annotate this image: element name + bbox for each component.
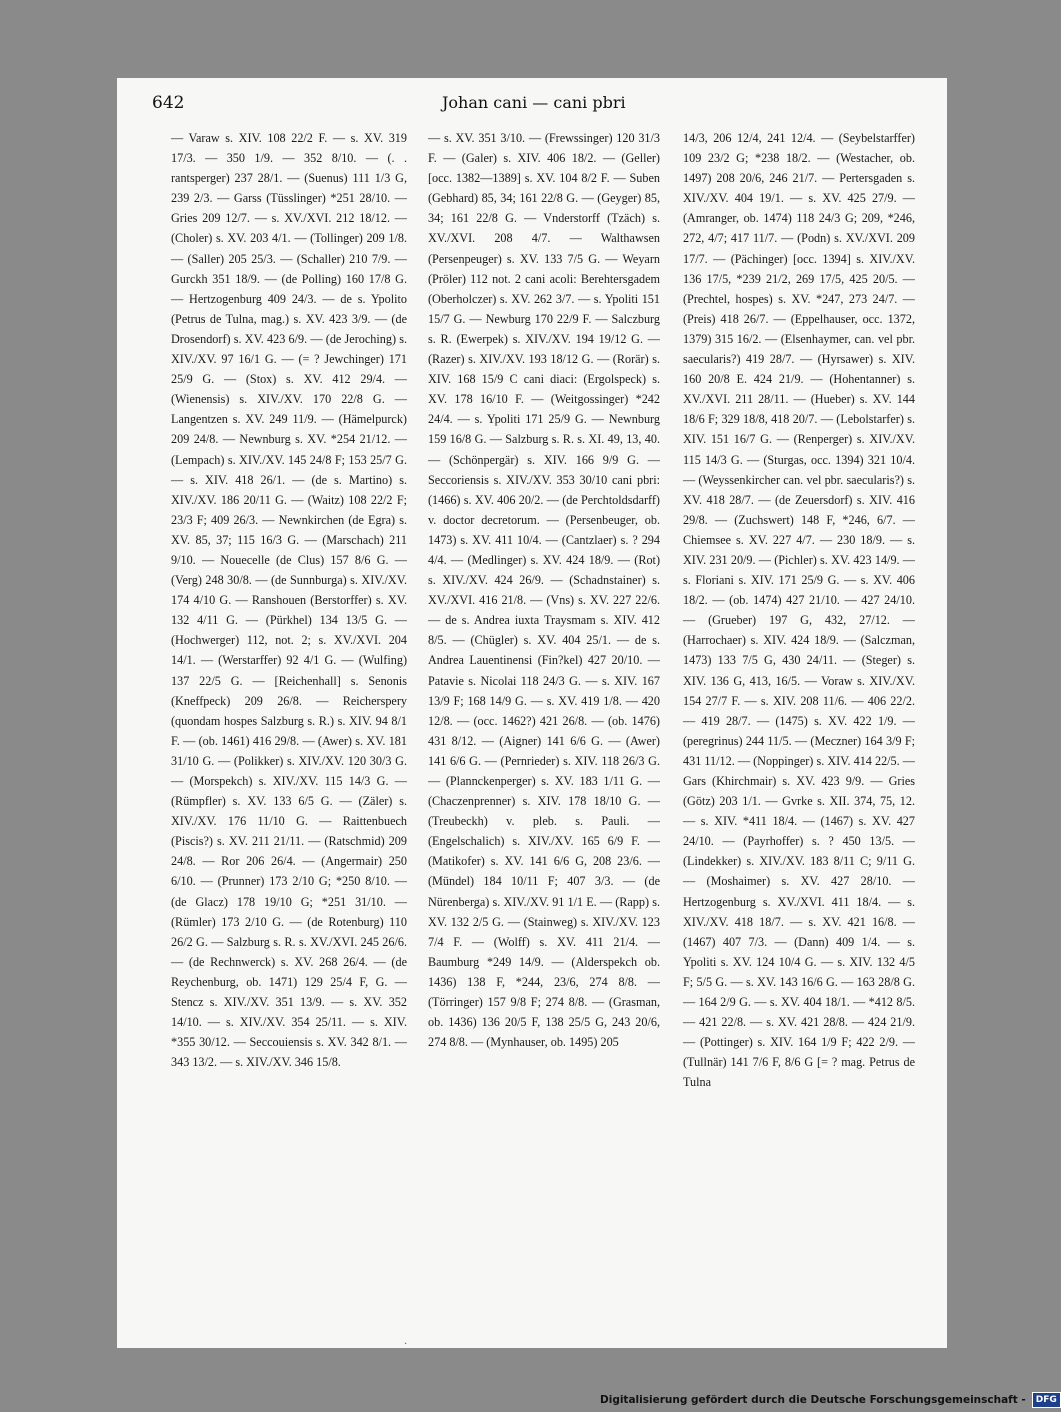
column-2-text: — s. XV. 351 3/10. — (Frewssinger) 120 31/3 F. — (Galer) s. XIV. 406 18/2. — (Geller) [occ. 1382—1389] s. XV. 104 8/2 F. — Suben (Gebhard) 85, 34; 161 22/8 G. — (Geyger) 85, 34; 161 22/8 G. — Vnderstorff (Tzäch) s. XV./XVI. 208 4/7. — Walthawsen (Persenpeuger) s. XV. 133 7/5 G. — Weyarn (Pröler) 112 not. 2 cani acoli: Berehtersgadem (Oberholczer) s. XV. 262 3/7. — s. Ypoliti 151 15/7 G. — Newburg 170 22/9 F. — Salczburg s. R. (Ewerpek) s. XIV./XV. 194 19/12 G. — (Razer) s. XIV./XV. 193 18/12 G. — (Rorär) s. XIV. 168 15/9 C cani diaci: (Ergolspeck) s. XV. 178 16/10 F. — (Weitgossinger) *242 24/4. — s. Ypoliti 171 25/9 G. — Newnburg 159 16/8 G. — Salzburg s. R. s. XI. 49, 13, 40. — (Schönpergär) s. XIV. 166 9/9 G. — Seccoriensis s. XIV./XV. 353 30/10 cani pbri: (1466) s. XV. 406 20/2. — (de Perchtoldsdarff) v. doctor decretorum. — (Persenbeuger, ob. 1473) s. XV. 411 10/4. — (Cantzlaer) s. ? 294 4/4. — (Medlinger) s. XV. 424 18/9. — (Rot) s. XIV./XV. 424 26/9. — (Schadnstainer) s. XV./XVI. 416 21/8. — (Vns) s. XV. 227 22/6. — de s. Andrea iuxta Traysmam s. XIV. 412 8/5. — (Chügler) s. XV. 404 25/1. — de s. Andrea Lauentinensi (Fin?kel) 427 20/10. — Patavie s. Nicolai 118 24/3 G. — s. XIV. 167 13/9 F; 168 14/9 G. — s. XV. 419 1/8. — 420 12/8. — (occ. 1462?) 421 26/8. — (ob. 1476) 431 8/12. — (Aigner) 141 6/6 G. — (Awer) 141 6/6 G. — (Pernrieder) s. XIV. 118 26/3 G. — (Plannckenperger) s. XV. 183 1/11 G. — (Chaczenprenner) s. XIV. 178 18/10 G. — (Treubeckh) v. pleb. s. Pauli. — (Engelschalich) s. XIV./XV. 165 6/9 F. — (Matikofer) s. XV. 141 6/6 G, 208 23/6. — (Mündel) 184 10/11 F; 407 3/3. — (de Nürenberga) s. XIV./XV. 91 1/1 E. — (Rapp) s. XV. 132 2/5 G. — (Stainweg) s. XIV./XV. 123 7/4 F. — (Wolff) s. XV. 411 21/4. — Baumburg *249 14/9. — (Alderspekch ob. 1436) 138 F, *244, 23/6, 274 8/8. — (Törringer) 157 9/8 F; 274 8/8. — (Grasman, ob. 1436) 136 20/5 F, 138 25/5 G, 243 20/6, 274 8/8. — (Mynhauser, ob. 1495) 205 (428, 131, 660, 1050)
column-1-text: — Varaw s. XIV. 108 22/2 F. — s. XV. 319 17/3. — 350 1/9. — 352 8/10. — (. . rantsperger) 237 28/1. — (Suenus) 111 1/3 G, 239 2/3. — Garss (Tüsslinger) *251 28/10. — Gries 209 12/7. — s. XV./XVI. 212 18/12. — (Choler) s. XV. 203 4/1. — (Tollinger) 209 1/8. — (Saller) 205 25/3. — (Schaller) 210 7/9. — Gurckh 351 18/9. — (de Polling) 160 17/8 G. — Hertzogenburg 409 24/3. — de s. Ypolito (Petrus de Tulna, mag.) s. XV. 423 3/9. — (de Drosendorf) s. XV. 423 6/9. — (de Jeroching) s. XIV./XV. 97 16/1 G. — (= ? Jewchinger) 171 25/9 G. — (Stox) s. XV. 412 29/4. — (Wienensis) s. XIV./XV. 170 22/8 G. — Langentzen s. XV. 249 11/9. — (Hämelpurck) 209 24/8. — Newnburg s. XV. *254 21/12. — (Lempach) s. XIV./XV. 145 24/8 F; 153 25/7 G. — s. XIV. 418 26/1. — (de s. Martino) s. XIV./XV. 186 20/11 G. — (Waitz) 108 22/2 F; 23/3 F; 409 26/3. — Newnkirchen (de Egra) s. XV. 85, 37; 115 16/3 G. — (Marschach) 211 9/10. — Nouecelle (de Clus) 157 8/6 G. — (Verg) 248 30/8. — (de Sunnburga) s. XIV./XV. 174 4/10 G. — Ranshouen (Berstorffer) s. XV. 132 4/11 G. — (Pürkhel) 134 13/5 G. — (Hochwerger) 112, not. 2; s. XV./XVI. 204 14/1. — (Werstarffer) 92 4/1 G. — (Wulfing) 137 22/5 G. — [Reichenhall] s. Senonis (Kneffpeck) 209 26/8. — Reicherspery (quondam hospes Salzburg s. R.) s. XIV. 94 8/1 F. — (ob. 1461) 416 29/8. — (Awer) s. XV. 181 31/10 G. — (Polikker) s. XIV./XV. 120 30/3 G. — (Morspekch) s. XIV./XV. 115 14/3 G. — (Rümpfler) s. XV. 133 6/5 G. — (Zäler) s. XIV./XV. 176 11/10 G. — Raittenbuech (Piscis?) s. XV. 211 21/11. — (Ratschmid) 209 24/8. — Ror 206 26/4. — (Angermair) 250 6/10. — (Prunner) 173 2/10 G; *250 8/10. — (de Glacz) 178 19/10 G; *251 31/10. — (Rümler) 173 2/10 G. — (de Rotenburg) 110 26/2 G. — Salzburg s. R. s. XV./XVI. 245 26/6. — (de Rechnwerck) s. XV. 268 26/4. — (de Reychenburg, ob. 1471) 129 25/4 F, G. — Stencz s. XIV./XV. 351 13/9. — s. XV. 352 14/10. — s. XIV./XV. 354 25/11. — s. XIV. *355 30/12. — Seccouiensis s. XV. 342 8/1. — 343 13/2. — s. XIV./XV. 346 15/8. (171, 131, 407, 1070)
text-column-2 (428, 128, 660, 1338)
text-column-1 (171, 128, 407, 1338)
page-header (152, 93, 912, 119)
page-mark: . (404, 1336, 408, 1347)
footer-credit (600, 1392, 1061, 1408)
running-title: Johan cani — cani pbri (442, 93, 626, 112)
dfg-logo[interactable]: DFG (1032, 1392, 1061, 1408)
page-number: 642 (152, 93, 185, 113)
text-column-3 (683, 128, 915, 1338)
book-page (117, 78, 947, 1348)
column-3-text: 14/3, 206 12/4, 241 12/4. — (Seybelstarffer) 109 23/2 G; *238 18/2. — (Westacher, ob. 1497) 208 20/6, 246 21/7. — Pertersgaden s. XIV./XV. 404 19/1. — s. XV. 425 27/9. — (Amranger, ob. 1474) 118 24/3 G; 209, *246, 272, 4/7; 417 11/7. — (Podn) s. XV./XVI. 209 17/7. — (Pächinger) [occ. 1394] s. XIV./XV. 136 17/5, *239 21/2, 269 17/5, 425 20/5. — (Prechtel, hospes) s. XV. *247, 273 24/7. — (Preis) 418 26/7. — (Eppelhauser, occ. 1372, 1379) 315 16/2. — (Elsenhaymer, can. vel pbr. saecularis?) 419 28/7. — (Hyrsawer) s. XIV. 160 20/8 E. 424 21/9. — (Hohentanner) s. XV./XVI. 211 28/11. — (Hueber) s. XV. 144 18/6 F; 329 18/8, 418 20/7. — (Lebolstarfer) s. XIV. 151 16/7 G. — (Renperger) s. XIV./XV. 115 14/3 G. — (Sturgas, occ. 1394) 321 10/4. — (Weyssenkircher can. vel pbr. saecularis?) s. XV. 418 28/7. — (de Zeuersdorf) s. XIV. 416 29/8. — (Zuchswert) 148 F, *246, 6/7. — Chiemsee s. XV. 227 4/7. — 230 18/9. — s. XIV. 231 20/9. — (Pichler) s. XV. 423 14/9. — s. Floriani s. XIV. 171 25/9 G. — s. XV. 406 18/2. — (ob. 1474) 427 21/10. — 427 24/10. — (Grueber) 197 G, 432, 27/12. — (Harrochaer) s. XIV. 424 18/9. — (Salczman, 1473) 133 7/5 G, 430 24/11. — (Steger) s. XIV. 136 G, 413, 16/5. — Voraw s. XIV./XV. 154 27/7 F. — s. XIV. 208 11/6. — 406 22/2. — 419 28/7. — (1475) s. XV. 422 1/9. — (peregrinus) 244 11/5. — (Meczner) 164 3/9 F; 431 11/12. — (Noppinger) s. XIV. 414 22/5. — Gars (Khirchmair) s. XV. 423 9/9. — Gries (Götz) 203 1/1. — Gvrke s. XII. 374, 75, 12. — s. XIV. *411 18/4. — (1467) s. XV. 427 24/10. — (Payrhoffer) s. ? 450 13/5. — (Lindekker) s. XIV./XV. 183 8/11 C; 9/11 G. — (Moshaimer) s. XV. 427 28/10. — Hertzogenburg s. XV./XVI. 411 18/4. — s. XIV./XV. 418 18/7. — s. XV. 421 16/8. — (1467) 407 7/3. — (Dann) 409 1/4. — s. Ypoliti s. XV. 124 10/4 G. — s. XIV. 132 4/5 F; 5/5 G. — s. XV. 143 16/6 G. — 163 28/8 G. — 164 2/9 G. — s. XV. 404 18/1. — *412 8/5. — 421 22/8. — s. XV. 421 28/8. — 424 21/9. — (Pottinger) s. XIV. 164 1/9 F; 422 2/9. — (Tullnär) 141 7/6 F, 8/6 G [= ? mag. Petrus de Tulna (683, 131, 915, 1090)
footer-text: Digitalisierung gefördert durch die Deutsche Forschungsgemeinschaft - (600, 1394, 1026, 1406)
